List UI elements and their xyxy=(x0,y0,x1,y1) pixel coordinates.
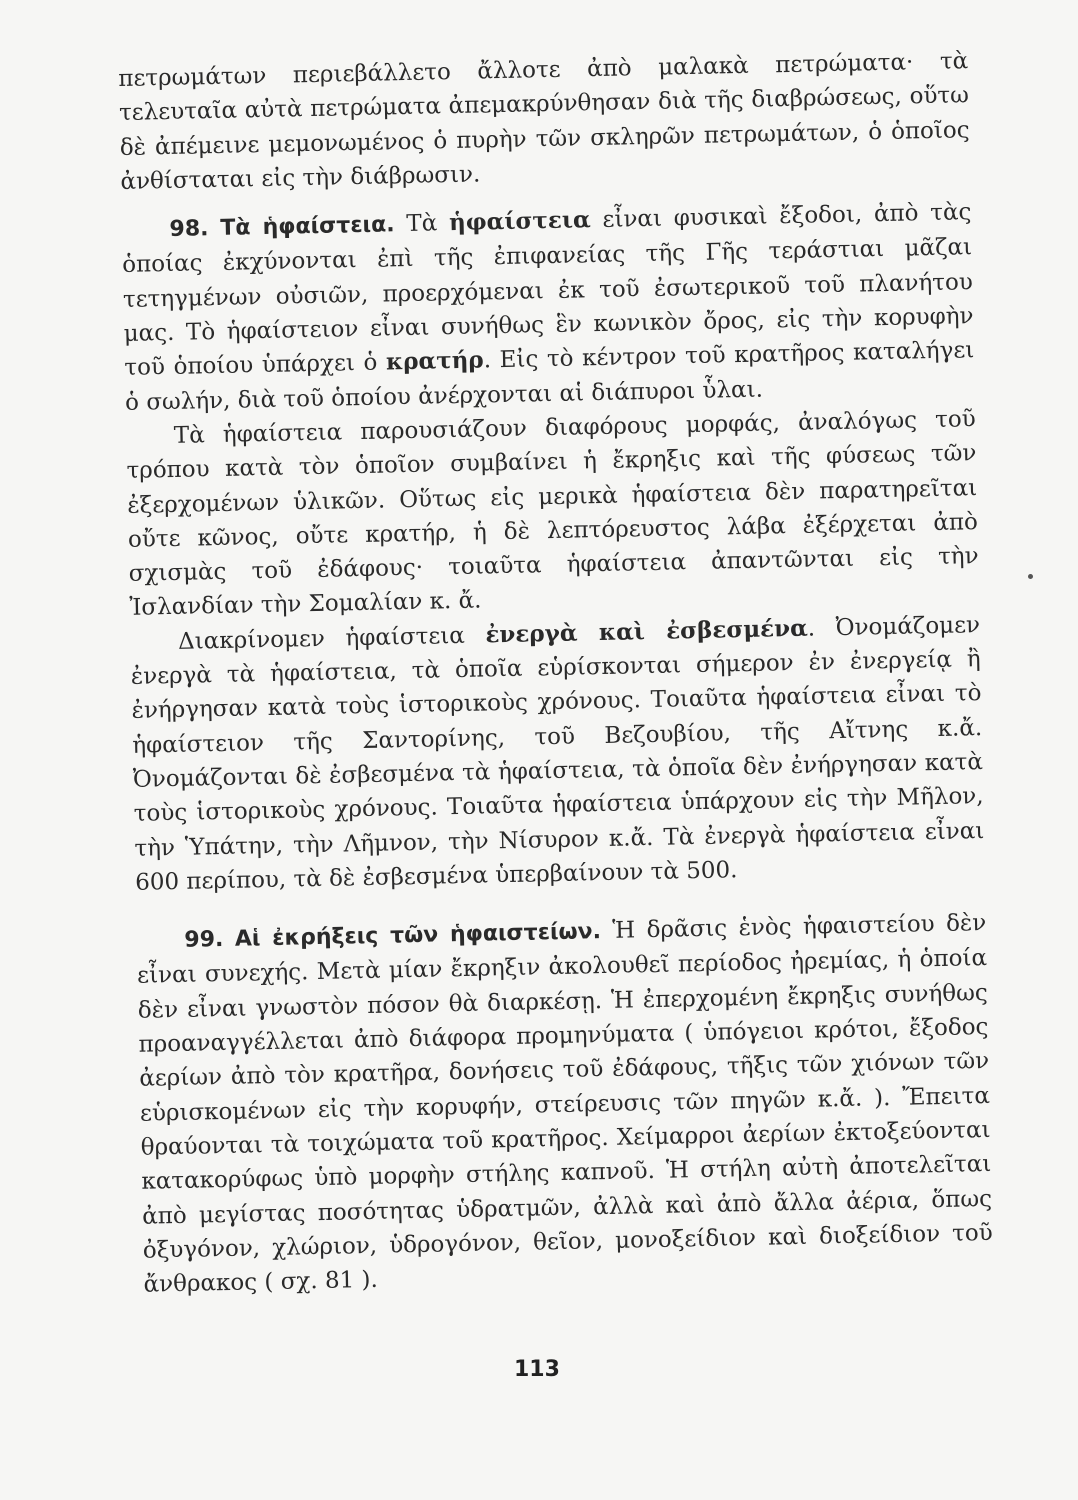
text-body xyxy=(118,44,994,1302)
term-active-extinct: ἐνεργὰ καὶ ἐσβεσμένα xyxy=(485,614,809,649)
section-99-text: Ἡ δρᾶσις ἑνὸς ἡφαιστείου δὲν εἶναι συνεχής. Μετὰ μίαν ἔκρηξιν ἀκολουθεῖ περίοδος ἠρεμίας, ἡ ὁποία δὲν εἶναι γνωστὸν πόσον θὰ διαρκέσῃ. Ἡ ἐπερχομένη ἔκρηξις συνήθως προαναγγέλλεται ἀπὸ διάφορα προμηνύματα ( ὑπόγειοι κρότοι, ἔξοδος ἀερίων ἀπὸ τὸν κρατῆρα, δονήσεις τοῦ ἐδάφους, τῆξις τῶν χιόνων τῶν εὑρισκομένων εἰς τὴν κορυφήν, στείρευσις τῶν πηγῶν κ.ἄ. ). Ἔπειτα θραύονται τὰ τοιχώματα τοῦ κρατῆρος. Χείμαρροι ἀερίων ἐκτοξεύονται κατακορύφως ὑπὸ μορφὴν στήλης καπνοῦ. Ἡ στήλη αὐτὴ ἀποτελεῖται ἀπὸ μεγίστας ποσότητας ὑδρατμῶν, ἀλλὰ καὶ ἀπὸ ἄλλα ἀέρια, ὅπως ὀξυγόνον, χλώριον, ὑδρογόνον, θεῖον, μονοξείδιον καὶ διοξείδιον τοῦ ἄνθρακος ( σχ. 81 ). xyxy=(136,910,993,1298)
ink-speck xyxy=(1028,574,1033,579)
section-99-number: 99. xyxy=(184,927,224,953)
section-98-p3-text-b: . Ὀνομάζομεν ἐνεργὰ τὰ ἡφαίστεια, τὰ ὁποῖα εὑρίσκονται σήμερον ἐν ἐνεργείᾳ ἢ ἐνήργησαν κατὰ τοὺς ἱστορικοὺς χρόνους. Τοιαῦτα ἡφαίστεια εἶναι τὸ ἡφαίστειον τῆς Σαντορίνης, τοῦ Βεζουβίου, τῆς Αἴτνης κ.ἄ. Ὀνομάζονται δὲ ἐσβεσμένα τὰ ἡφαίστεια, τὰ ὁποῖα δὲν ἐνήργησαν κατὰ τοὺς ἱστορικοὺς χρόνους. Τοιαῦτα ἡφαίστεια ὑπάρχουν εἰς τὴν Μῆλον, τὴν Ὑπάτην, τὴν Λῆμνον, τὴν Νίσυρον κ.ἄ. Τὰ ἐνεργὰ ἡφαίστεια εἶναι 600 περίπου, τὰ δὲ ἐσβεσμένα ὑπερβαίνουν τὰ 500. xyxy=(130,611,985,896)
intro-paragraph: πετρωμάτων περιεβάλλετο ἄλλοτε ἀπὸ μαλακὰ πετρώματα· τὰ τελευταῖα αὐτὰ πετρώματα ἀπεμακρύνθησαν διὰ τῆς διαβρώσεως, οὕτω δὲ ἀπέμεινε μεμονωμένος ὁ πυρὴν τῶν σκληρῶν πετρωμάτων, ὁ ὁποῖος ἀνθίσταται εἰς τὴν διάβρωσιν. xyxy=(118,48,970,195)
section-98-p3-text-a: Διακρίνομεν ἡφαίστεια xyxy=(177,622,466,655)
section-98-paragraph-3 xyxy=(130,608,986,900)
section-98-text-c: . Εἰς τὸ κέντρον τοῦ κρατῆρος καταλήγει ὁ σωλήν, διὰ τοῦ ὁποίου ἀνέρχονται αἱ διάπυροι ὗλαι. xyxy=(124,337,975,416)
section-99-paragraph xyxy=(136,906,994,1302)
section-98-title: Τὰ ἡφαίστεια. xyxy=(220,212,395,242)
section-99-title: Αἱ ἐκρήξεις τῶν ἡφαιστείων. xyxy=(234,919,602,952)
section-98-text-b: εἶναι φυσικαὶ ἔξοδοι, ἀπὸ τὰς ὁποίας ἐκχύνονται ἐπὶ τῆς ἐπιφανείας τῆς Γῆς τεράστιαι μᾶζαι τετηγμένων οὐσιῶν, προερχόμεναι ἐκ τοῦ ἐσωτερικοῦ τοῦ πλανήτου μας. Τὸ ἡφαίστειον εἶναι συνήθως ἓν κωνικὸν ὄρος, εἰς τὴν κορυφὴν τοῦ ὁποίου ὑπάρχει ὁ xyxy=(121,199,974,382)
term-crater: κρατήρ xyxy=(385,346,484,376)
section-98-paragraph-2: Τὰ ἡφαίστεια παρουσιάζουν διαφόρους μορφάς, ἀναλόγως τοῦ τρόπου κατὰ τὸν ὁποῖον συμβαίνει ἡ ἔκρηξις καὶ τῆς φύσεως τῶν ἐξερχομένων ὑλικῶν. Οὕτως εἰς μερικὰ ἡφαίστεια δὲν παρατηρεῖται οὔτε κῶνος, οὔτε κρατήρ, ἡ δὲ λεπτόρευστος λάβα ἐξέρχεται ἀπὸ σχισμὰς τοῦ ἐδάφους· τοιαῦτα ἡφαίστεια ἀπαντῶνται εἰς τὴν Ἰσλανδίαν τὴν Σομαλίαν κ. ἄ. xyxy=(126,406,979,622)
section-98-number: 98. xyxy=(169,216,209,243)
page-number: 113 xyxy=(514,1357,560,1382)
term-volcanoes: ἡφαίστεια xyxy=(448,206,591,237)
section-98-text-a: Τὰ xyxy=(406,210,438,238)
section-98-paragraph-1 xyxy=(121,195,975,420)
